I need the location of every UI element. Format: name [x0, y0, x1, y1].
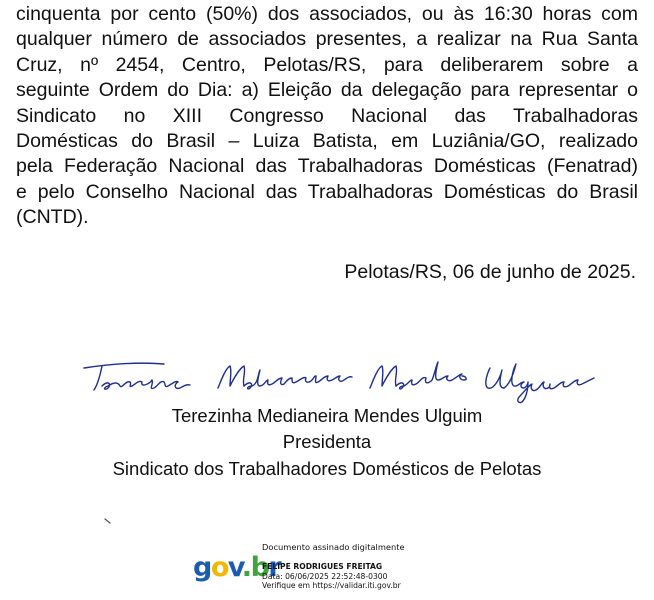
digital-signer-name: FELIPE RODRIGUES FREITAG	[262, 562, 383, 571]
digital-signature-details	[262, 562, 401, 591]
body-line: seguinte Ordem do Dia: a) Eleição da delegação para representar o	[16, 79, 638, 102]
body-line: e pelo Conselho Nacional das Trabalhadoras Domésticas do Brasil	[16, 180, 638, 203]
handwritten-signature	[80, 356, 640, 408]
body-line: qualquer número de associados presentes, a realizar na Rua Santa	[16, 28, 638, 51]
stray-ink-mark	[104, 518, 112, 524]
place-date: Pelotas/RS, 06 de junho de 2025.	[344, 261, 636, 283]
signatory-organization: Sindicato dos Trabalhadores Domésticos de Pelotas	[112, 458, 542, 479]
govbr-logo: gov.br	[193, 552, 281, 583]
signatory-role: Presidenta	[282, 431, 372, 452]
body-line: pela Federação Nacional das Trabalhadoras Domésticas (Fenatrad)	[16, 155, 638, 178]
body-line: Domésticas do Brasil – Luiza Batista, em Luziânia/GO, realizado	[16, 129, 638, 152]
digital-signature-date: Data: 06/06/2025 22:52:48-0300	[262, 571, 388, 581]
digital-signature-verify-link[interactable]: Verifique em https://validar.iti.gov.br	[262, 581, 401, 591]
digital-signature-title: Documento assinado digitalmente	[262, 542, 405, 552]
body-line: cinquenta por cento (50%) dos associados, ou às 16:30 horas com	[16, 3, 638, 25]
convocation-body	[16, 2, 638, 231]
signatory-name: Terezinha Medianeira Mendes Ulguim	[171, 405, 483, 426]
body-line: Sindicato no XIII Congresso Nacional das Trabalhadoras	[16, 104, 638, 127]
body-line: (CNTD).	[16, 206, 89, 229]
body-line: Cruz, nº 2454, Centro, Pelotas/RS, para deliberarem sobre a	[16, 53, 638, 76]
